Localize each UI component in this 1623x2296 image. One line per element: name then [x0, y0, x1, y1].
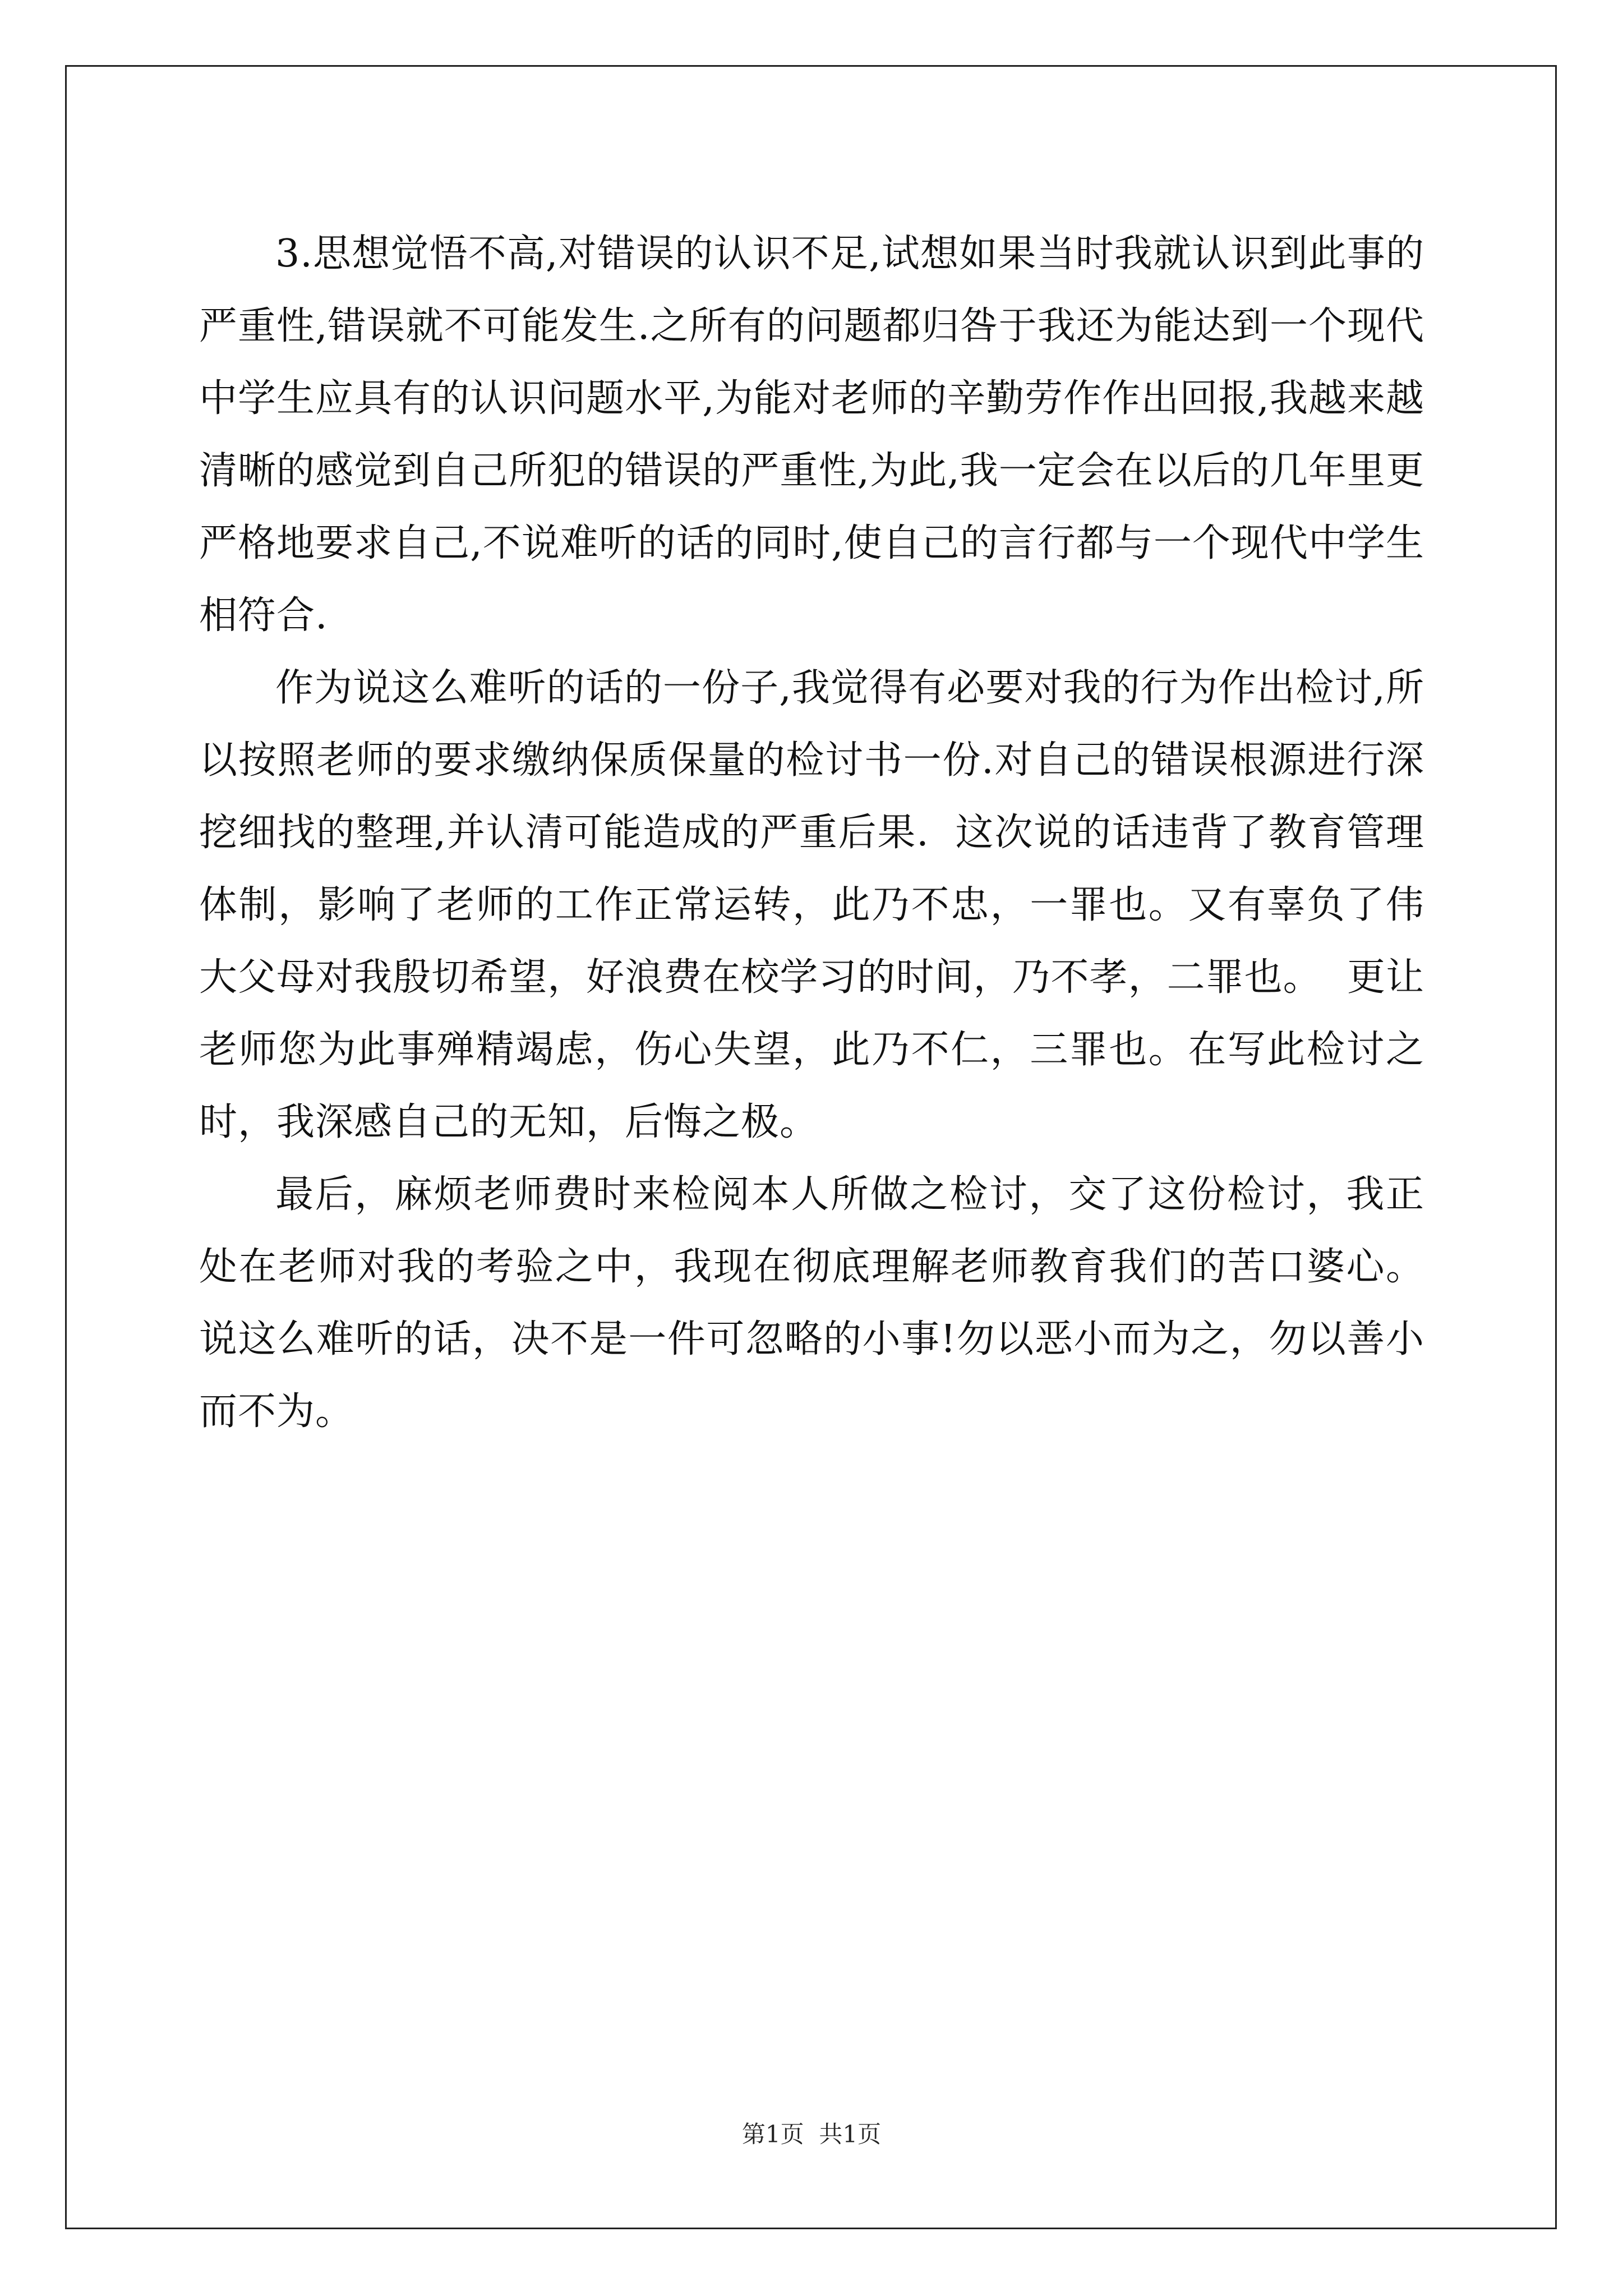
paragraph-2: 作为说这么难听的话的一份子,我觉得有必要对我的行为作出检讨,所以按照老师的要求缴纳保质保量的检讨书一份.对自己的错误根源进行深挖细找的整理,并认清可能造成的严重后果. 这次说的话违背了教育管理体制，影响了老师的工作正常运转，此乃不忠，一罪也。又有辜负了伟大父母对我殷切希望，好浪费在校学习的时间，乃不孝，二罪也。 更让老师您为此事殚精竭虑，伤心失望，此乃不仁，三罪也。在写此检讨之时，我深感自己的无知，后悔之极。	[199, 666, 1424, 1144]
document-body	[199, 218, 1424, 1448]
paragraph-1: 3.思想觉悟不高,对错误的认识不足,试想如果当时我就认识到此事的严重性,错误就不可能发生.之所有的问题都归咎于我还为能达到一个现代中学生应具有的认识问题水平,为能对老师的辛勤劳作作出回报,我越来越清晰的感觉到自己所犯的错误的严重性,为此,我一定会在以后的几年里更严格地要求自己,不说难听的话的同时,使自己的言行都与一个现代中学生相符合.	[199, 232, 1424, 638]
paragraph-3: 最后，麻烦老师费时来检阅本人所做之检讨，交了这份检讨，我正处在老师对我的考验之中，我现在彻底理解老师教育我们的苦口婆心。说这么难听的话，决不是一件可忽略的小事!勿以恶小而为之，勿以善小而不为。	[199, 1172, 1424, 1434]
page-footer: 第1页 共1页	[741, 2120, 882, 2148]
